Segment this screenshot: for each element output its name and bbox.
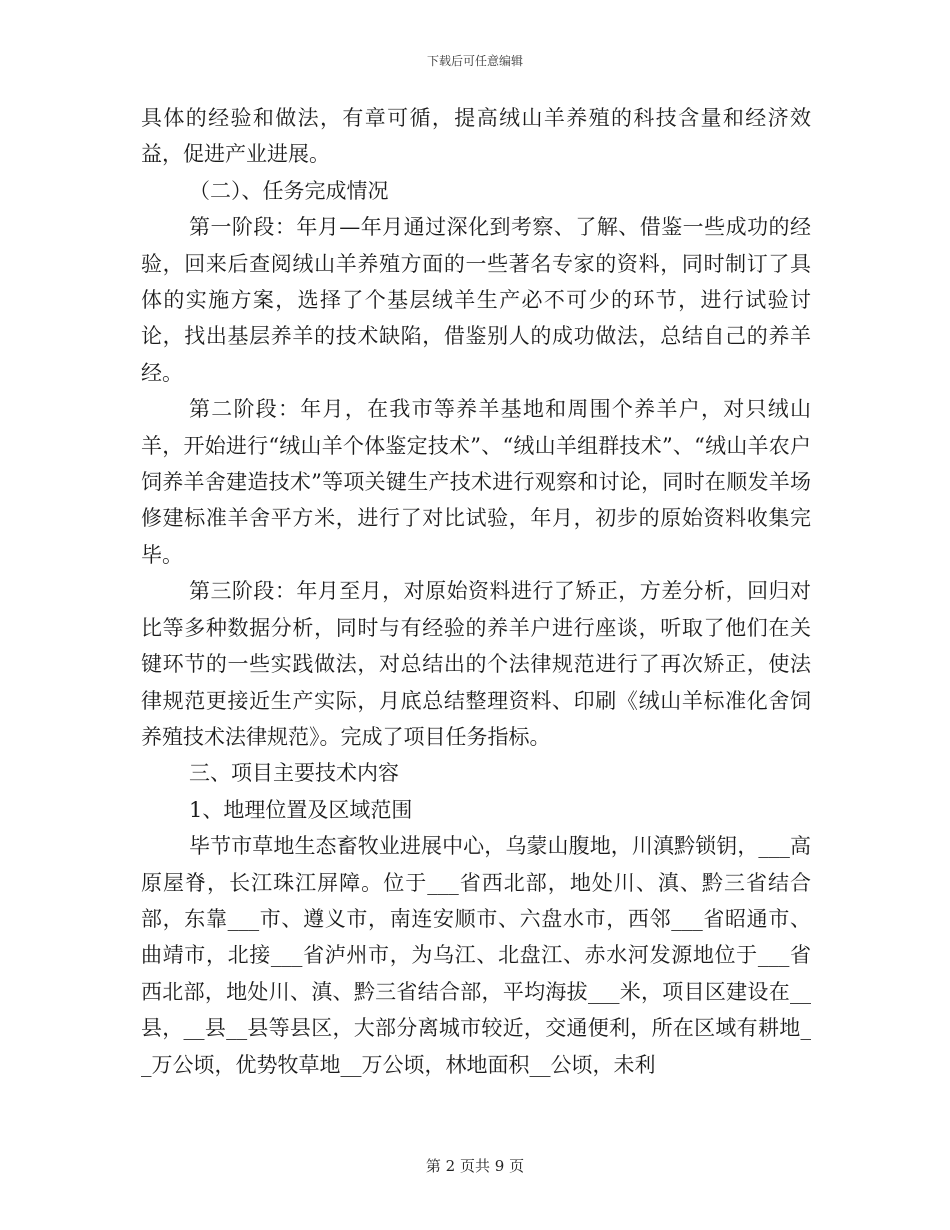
- paragraph: 第二阶段：年月，在我市等养羊基地和周围个养羊户，对只绒山羊，开始进行“绒山羊个体鉴定技术”、“绒山羊组群技术”、“绒山羊农户饲养羊舍建造技术”等项关键生产技术进行观察和讨论，同时在顺发羊场修建标准羊舍平方米，进行了对比试验，年月，初步的原始资料收集完毕。: [141, 397, 811, 567]
- document-body: [141, 100, 811, 1083]
- paragraph: 具体的经验和做法，有章可循，提高绒山羊养殖的科技含量和经济效益，促进产业进展。: [141, 106, 811, 167]
- page-footer: 第 2 页共 9 页: [425, 1157, 525, 1175]
- subsection-heading: 1、地理位置及区域范围: [189, 797, 413, 822]
- paragraph: 第三阶段：年月至月，对原始资料进行了矫正，方差分析，回归对比等多种数据分析，同时与有经验的养羊户进行座谈，听取了他们在关键环节的一些实践做法，对总结出的个法律规范进行了再次矫正，使法律规范更接近生产实际，月底总结整理资料、印刷《绒山羊标准化舍饲养殖技术法律规范》。完成了项目任务指标。: [141, 579, 811, 749]
- paragraph: 第一阶段：年月—年月通过深化到考察、了解、借鉴一些成功的经验，回来后查阅绒山羊养殖方面的一些著名专家的资料，同时制订了具体的实施方案，选择了个基层绒羊生产必不可少的环节，进行试验讨论，找出基层养羊的技术缺陷，借鉴别人的成功做法，总结自己的养羊经。: [141, 215, 811, 385]
- section-heading: （二）、任务完成情况: [189, 178, 389, 203]
- section-heading: 三、项目主要技术内容: [189, 761, 399, 786]
- paragraph: 毕节市草地生态畜牧业进展中心，乌蒙山腹地，川滇黔锁钥，___高原屋脊，长江珠江屏障。位于___省西北部，地处川、滇、黔三省结合部，东靠___市、遵义市，南连安顺市、六盘水市，西邻___省昭通市、曲靖市，北接___省泸州市，为乌江、北盘江、赤水河发源地位于___省西北部，地处川、滇、黔三省结合部，平均海拔___米，项目区建设在__县，__县__县等县区，大部分离城市较近，交通便利，所在区域有耕地__万公顷，优势牧草地__万公顷，林地面积__公顷，未利: [141, 834, 811, 1077]
- page-header: 下载后可任意编辑: [426, 54, 523, 68]
